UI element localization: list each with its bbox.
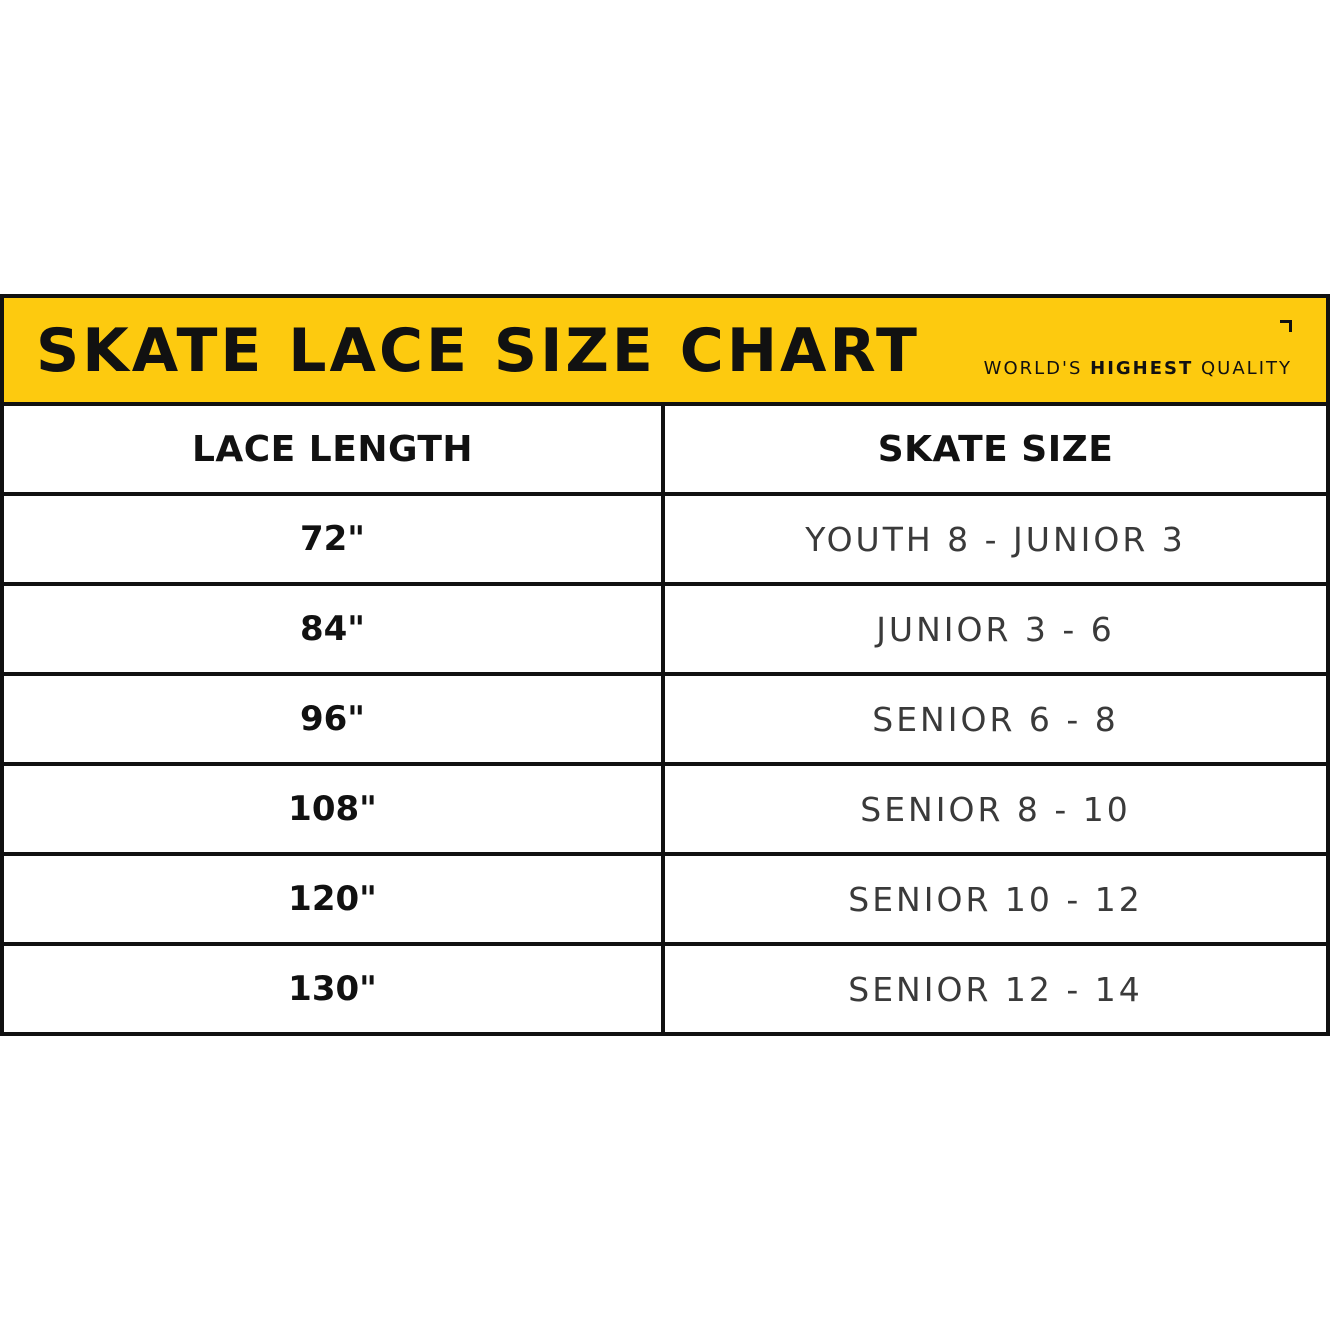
size-chart	[0, 294, 1330, 1036]
table-row	[4, 586, 1326, 676]
column-header-lace-length: LACE LENGTH	[4, 406, 665, 492]
lace-length-cell: 72"	[4, 496, 665, 582]
lace-length-cell: 130"	[4, 946, 665, 1032]
lace-length-cell: 108"	[4, 766, 665, 852]
chart-title: SKATE LACE SIZE CHART	[36, 316, 920, 386]
size-table	[4, 406, 1326, 1032]
skate-size-cell: YOUTH 8 - JUNIOR 3	[805, 519, 1186, 559]
table-row	[4, 496, 1326, 586]
table-row	[4, 946, 1326, 1032]
column-header-skate-size: SKATE SIZE	[877, 428, 1114, 470]
corner-bracket-icon	[1280, 320, 1292, 332]
tagline-prefix: WORLD'S	[983, 358, 1091, 379]
chart-header	[4, 298, 1326, 406]
lace-length-cell: 120"	[4, 856, 665, 942]
skate-size-cell: JUNIOR 3 - 6	[876, 609, 1115, 649]
table-row	[4, 766, 1326, 856]
skate-size-cell: SENIOR 8 - 10	[860, 789, 1131, 829]
tagline-bold: HIGHEST	[1090, 358, 1194, 379]
lace-length-cell: 84"	[4, 586, 665, 672]
lace-length-cell: 96"	[4, 676, 665, 762]
table-header-row	[4, 406, 1326, 496]
tagline	[984, 358, 1292, 380]
skate-size-cell: SENIOR 10 - 12	[848, 879, 1143, 919]
skate-size-cell: SENIOR 6 - 8	[872, 699, 1119, 739]
skate-size-cell: SENIOR 12 - 14	[848, 969, 1143, 1009]
table-row	[4, 676, 1326, 766]
tagline-suffix: QUALITY	[1193, 358, 1292, 379]
table-row	[4, 856, 1326, 946]
